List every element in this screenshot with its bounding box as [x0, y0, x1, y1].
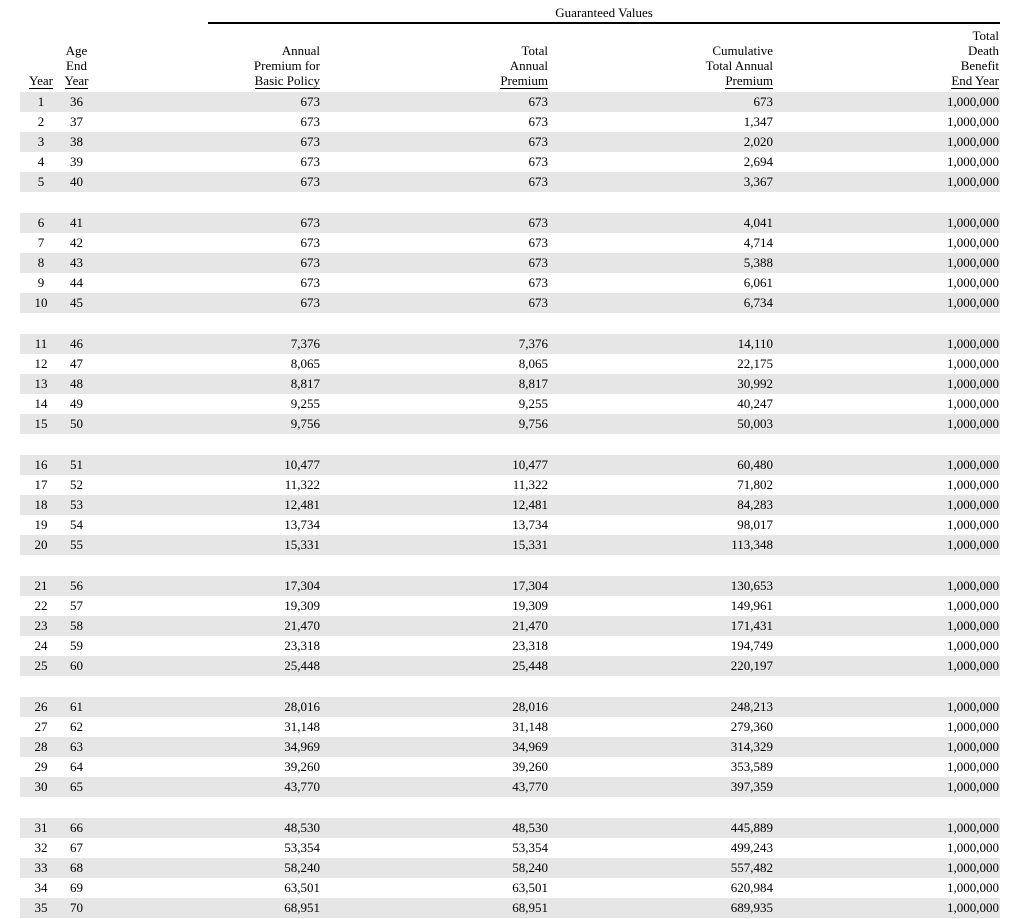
- cell-death-benefit-end-year: 1,000,000: [947, 900, 999, 915]
- table-body: [20, 92, 1000, 918]
- cell-death-benefit-end-year: 1,000,000: [947, 880, 999, 895]
- cell-death-benefit-end-year: 1,000,000: [947, 154, 999, 169]
- cell-annual-premium-basic: 8,065: [290, 356, 320, 371]
- cell-cumulative-total-premium: 397,359: [730, 779, 773, 794]
- cell-age-end-year: 47: [70, 356, 83, 371]
- row-group: [20, 334, 1000, 434]
- cell-age-end-year: 60: [70, 658, 83, 673]
- cell-annual-premium-basic: 19,309: [284, 598, 320, 613]
- cell-age-end-year: 50: [70, 416, 83, 431]
- cell-age-end-year: 57: [70, 598, 83, 613]
- cell-age-end-year: 53: [70, 497, 83, 512]
- cell-death-benefit-end-year: 1,000,000: [947, 477, 999, 492]
- cell-total-annual-premium: 28,016: [512, 699, 548, 714]
- cell-death-benefit-end-year: 1,000,000: [947, 235, 999, 250]
- cell-death-benefit-end-year: 1,000,000: [947, 336, 999, 351]
- cell-annual-premium-basic: 34,969: [284, 739, 320, 754]
- cell-total-annual-premium: 673: [528, 94, 548, 109]
- cell-year: 8: [37, 255, 45, 270]
- cell-annual-premium-basic: 673: [300, 295, 320, 310]
- cell-death-benefit-end-year: 1,000,000: [947, 578, 999, 593]
- table-row: [20, 858, 1000, 878]
- cell-annual-premium-basic: 9,255: [290, 396, 320, 411]
- cell-annual-premium-basic: 673: [300, 235, 320, 250]
- cell-age-end-year: 44: [70, 275, 83, 290]
- cell-death-benefit-end-year: 1,000,000: [947, 94, 999, 109]
- cell-death-benefit-end-year: 1,000,000: [947, 396, 999, 411]
- cell-death-benefit-end-year: 1,000,000: [947, 255, 999, 270]
- cell-year: 35: [34, 900, 48, 915]
- cell-cumulative-total-premium: 353,589: [730, 759, 773, 774]
- cell-total-annual-premium: 53,354: [512, 840, 548, 855]
- table-row: [20, 394, 1000, 414]
- cell-death-benefit-end-year: 1,000,000: [947, 820, 999, 835]
- cell-annual-premium-basic: 31,148: [284, 719, 320, 734]
- cell-cumulative-total-premium: 3,367: [743, 174, 773, 189]
- table-row: [20, 374, 1000, 394]
- cell-total-annual-premium: 12,481: [512, 497, 548, 512]
- cell-total-annual-premium: 39,260: [512, 759, 548, 774]
- column-header-line: Premium for: [253, 58, 320, 73]
- cell-total-annual-premium: 7,376: [518, 336, 548, 351]
- cell-year: 15: [34, 416, 48, 431]
- table-row: [20, 878, 1000, 898]
- column-header-line: Total: [521, 43, 548, 58]
- table-row: [20, 838, 1000, 858]
- cell-age-end-year: 55: [70, 537, 83, 552]
- cell-cumulative-total-premium: 5,388: [743, 255, 773, 270]
- cell-annual-premium-basic: 39,260: [284, 759, 320, 774]
- cell-year: 21: [34, 578, 48, 593]
- table-row: [20, 354, 1000, 374]
- cell-year: 22: [34, 598, 48, 613]
- cell-cumulative-total-premium: 445,889: [730, 820, 773, 835]
- table-title: Guaranteed Values: [555, 5, 653, 20]
- cell-year: 26: [34, 699, 48, 714]
- column-header-line: Benefit: [960, 58, 999, 73]
- cell-cumulative-total-premium: 314,329: [730, 739, 773, 754]
- cell-death-benefit-end-year: 1,000,000: [947, 618, 999, 633]
- cell-year: 12: [34, 356, 48, 371]
- cell-age-end-year: 36: [70, 94, 83, 109]
- column-header-line: Basic Policy: [254, 73, 320, 88]
- cell-annual-premium-basic: 673: [300, 215, 320, 230]
- cell-cumulative-total-premium: 98,017: [737, 517, 773, 532]
- cell-year: 11: [34, 336, 48, 351]
- cell-cumulative-total-premium: 14,110: [737, 336, 773, 351]
- table-row: [20, 495, 1000, 515]
- cell-death-benefit-end-year: 1,000,000: [947, 275, 999, 290]
- column-header-line: Total Annual: [705, 58, 773, 73]
- row-group: [20, 576, 1000, 676]
- cell-annual-premium-basic: 53,354: [284, 840, 320, 855]
- cell-cumulative-total-premium: 2,020: [743, 134, 773, 149]
- cell-age-end-year: 63: [70, 739, 83, 754]
- cell-total-annual-premium: 673: [528, 235, 548, 250]
- cell-year: 3: [37, 134, 45, 149]
- cell-total-annual-premium: 58,240: [512, 860, 548, 875]
- table-row: [20, 636, 1000, 656]
- cell-cumulative-total-premium: 50,003: [737, 416, 773, 431]
- cell-cumulative-total-premium: 130,653: [730, 578, 773, 593]
- cell-death-benefit-end-year: 1,000,000: [947, 779, 999, 794]
- cell-cumulative-total-premium: 171,431: [730, 618, 773, 633]
- table-row: [20, 414, 1000, 434]
- cell-annual-premium-basic: 23,318: [284, 638, 320, 653]
- column-header-line: Age: [65, 43, 88, 58]
- table-row: [20, 656, 1000, 676]
- column-header-cumulative-total-premium: [653, 43, 773, 88]
- cell-death-benefit-end-year: 1,000,000: [947, 638, 999, 653]
- cell-cumulative-total-premium: 4,041: [743, 215, 773, 230]
- cell-age-end-year: 66: [70, 820, 83, 835]
- cell-annual-premium-basic: 10,477: [284, 457, 320, 472]
- cell-cumulative-total-premium: 149,961: [730, 598, 773, 613]
- cell-annual-premium-basic: 673: [300, 114, 320, 129]
- column-header-line: Annual: [509, 58, 548, 73]
- cell-cumulative-total-premium: 30,992: [737, 376, 773, 391]
- cell-year: 7: [37, 235, 45, 250]
- cell-age-end-year: 45: [70, 295, 83, 310]
- cell-total-annual-premium: 21,470: [512, 618, 548, 633]
- cell-year: 17: [34, 477, 48, 492]
- cell-annual-premium-basic: 673: [300, 174, 320, 189]
- cell-annual-premium-basic: 68,951: [284, 900, 320, 915]
- cell-death-benefit-end-year: 1,000,000: [947, 739, 999, 754]
- table-row: [20, 616, 1000, 636]
- cell-age-end-year: 38: [70, 134, 83, 149]
- cell-cumulative-total-premium: 4,714: [743, 235, 773, 250]
- table-row: [20, 293, 1000, 313]
- cell-annual-premium-basic: 63,501: [284, 880, 320, 895]
- cell-cumulative-total-premium: 71,802: [737, 477, 773, 492]
- cell-total-annual-premium: 31,148: [512, 719, 548, 734]
- cell-total-annual-premium: 673: [528, 114, 548, 129]
- cell-total-annual-premium: 19,309: [512, 598, 548, 613]
- cell-year: 23: [34, 618, 48, 633]
- cell-total-annual-premium: 673: [528, 295, 548, 310]
- column-header-line: End Year: [951, 73, 999, 88]
- column-header-total-annual-premium: [428, 43, 548, 88]
- cell-age-end-year: 39: [70, 154, 83, 169]
- table-row: [20, 273, 1000, 293]
- column-header-line: Premium: [725, 73, 773, 88]
- cell-annual-premium-basic: 673: [300, 134, 320, 149]
- column-header-line: Annual: [281, 43, 320, 58]
- cell-total-annual-premium: 8,817: [518, 376, 548, 391]
- cell-year: 28: [34, 739, 48, 754]
- column-header-line: Year: [29, 73, 53, 88]
- cell-year: 6: [37, 215, 45, 230]
- cell-total-annual-premium: 48,530: [512, 820, 548, 835]
- cell-year: 30: [34, 779, 48, 794]
- cell-total-annual-premium: 63,501: [512, 880, 548, 895]
- cell-death-benefit-end-year: 1,000,000: [947, 114, 999, 129]
- cell-death-benefit-end-year: 1,000,000: [947, 759, 999, 774]
- cell-death-benefit-end-year: 1,000,000: [947, 658, 999, 673]
- cell-cumulative-total-premium: 689,935: [730, 900, 773, 915]
- cell-death-benefit-end-year: 1,000,000: [947, 215, 999, 230]
- cell-annual-premium-basic: 15,331: [284, 537, 320, 552]
- cell-annual-premium-basic: 9,756: [290, 416, 320, 431]
- cell-year: 25: [34, 658, 48, 673]
- cell-year: 1: [37, 94, 45, 109]
- cell-age-end-year: 41: [70, 215, 83, 230]
- cell-age-end-year: 43: [70, 255, 83, 270]
- cell-age-end-year: 52: [70, 477, 83, 492]
- cell-age-end-year: 59: [70, 638, 83, 653]
- table-row: [20, 213, 1000, 233]
- cell-total-annual-premium: 34,969: [512, 739, 548, 754]
- table-row: [20, 152, 1000, 172]
- cell-annual-premium-basic: 21,470: [284, 618, 320, 633]
- table-row: [20, 576, 1000, 596]
- cell-annual-premium-basic: 11,322: [284, 477, 320, 492]
- cell-death-benefit-end-year: 1,000,000: [947, 840, 999, 855]
- row-group: [20, 92, 1000, 192]
- cell-death-benefit-end-year: 1,000,000: [947, 497, 999, 512]
- table-row: [20, 334, 1000, 354]
- cell-year: 14: [34, 396, 48, 411]
- column-header-line: End: [66, 58, 87, 73]
- cell-age-end-year: 62: [70, 719, 83, 734]
- cell-annual-premium-basic: 43,770: [284, 779, 320, 794]
- column-header-year: [25, 73, 57, 88]
- cell-death-benefit-end-year: 1,000,000: [947, 295, 999, 310]
- cell-annual-premium-basic: 673: [300, 154, 320, 169]
- cell-annual-premium-basic: 673: [300, 255, 320, 270]
- cell-year: 18: [34, 497, 48, 512]
- cell-age-end-year: 46: [70, 336, 83, 351]
- cell-death-benefit-end-year: 1,000,000: [947, 699, 999, 714]
- cell-age-end-year: 69: [70, 880, 83, 895]
- cell-total-annual-premium: 43,770: [512, 779, 548, 794]
- cell-year: 29: [34, 759, 48, 774]
- cell-death-benefit-end-year: 1,000,000: [947, 598, 999, 613]
- cell-annual-premium-basic: 17,304: [284, 578, 320, 593]
- column-header-line: Cumulative: [712, 43, 773, 58]
- cell-age-end-year: 64: [70, 759, 83, 774]
- table-row: [20, 92, 1000, 112]
- cell-cumulative-total-premium: 60,480: [737, 457, 773, 472]
- cell-cumulative-total-premium: 499,243: [730, 840, 773, 855]
- cell-cumulative-total-premium: 279,360: [730, 719, 773, 734]
- cell-year: 20: [34, 537, 48, 552]
- cell-age-end-year: 51: [70, 457, 83, 472]
- cell-total-annual-premium: 673: [528, 275, 548, 290]
- cell-annual-premium-basic: 7,376: [290, 336, 320, 351]
- cell-year: 2: [37, 114, 45, 129]
- column-header-death-benefit-end-year: [879, 28, 999, 88]
- table-row: [20, 253, 1000, 273]
- column-header-annual-premium-basic: [200, 43, 320, 88]
- cell-year: 27: [34, 719, 48, 734]
- cell-age-end-year: 42: [70, 235, 83, 250]
- row-group: [20, 697, 1000, 797]
- cell-annual-premium-basic: 48,530: [284, 820, 320, 835]
- cell-death-benefit-end-year: 1,000,000: [947, 537, 999, 552]
- cell-age-end-year: 40: [70, 174, 83, 189]
- table-row: [20, 132, 1000, 152]
- cell-death-benefit-end-year: 1,000,000: [947, 517, 999, 532]
- cell-total-annual-premium: 9,255: [518, 396, 548, 411]
- cell-cumulative-total-premium: 6,734: [743, 295, 773, 310]
- table-row: [20, 112, 1000, 132]
- cell-death-benefit-end-year: 1,000,000: [947, 376, 999, 391]
- cell-cumulative-total-premium: 194,749: [730, 638, 773, 653]
- cell-cumulative-total-premium: 248,213: [730, 699, 773, 714]
- table-row: [20, 172, 1000, 192]
- cell-annual-premium-basic: 673: [300, 94, 320, 109]
- cell-year: 19: [34, 517, 48, 532]
- table-row: [20, 455, 1000, 475]
- cell-age-end-year: 49: [70, 396, 83, 411]
- table-row: [20, 233, 1000, 253]
- cell-death-benefit-end-year: 1,000,000: [947, 174, 999, 189]
- cell-death-benefit-end-year: 1,000,000: [947, 860, 999, 875]
- table-row: [20, 737, 1000, 757]
- cell-total-annual-premium: 23,318: [512, 638, 548, 653]
- cell-total-annual-premium: 25,448: [512, 658, 548, 673]
- cell-age-end-year: 37: [70, 114, 83, 129]
- cell-cumulative-total-premium: 1,347: [743, 114, 773, 129]
- cell-age-end-year: 68: [70, 860, 83, 875]
- cell-year: 13: [34, 376, 48, 391]
- cell-cumulative-total-premium: 673: [753, 94, 773, 109]
- cell-total-annual-premium: 8,065: [518, 356, 548, 371]
- cell-cumulative-total-premium: 40,247: [737, 396, 773, 411]
- cell-year: 10: [34, 295, 48, 310]
- cell-total-annual-premium: 673: [528, 154, 548, 169]
- cell-age-end-year: 61: [70, 699, 83, 714]
- cell-cumulative-total-premium: 84,283: [737, 497, 773, 512]
- cell-cumulative-total-premium: 2,694: [743, 154, 773, 169]
- column-header-age-end-year: [60, 43, 93, 88]
- cell-death-benefit-end-year: 1,000,000: [947, 719, 999, 734]
- cell-annual-premium-basic: 25,448: [284, 658, 320, 673]
- cell-year: 32: [34, 840, 48, 855]
- cell-year: 34: [34, 880, 48, 895]
- cell-age-end-year: 56: [70, 578, 83, 593]
- cell-annual-premium-basic: 673: [300, 275, 320, 290]
- cell-year: 4: [37, 154, 45, 169]
- table-row: [20, 475, 1000, 495]
- table-row: [20, 697, 1000, 717]
- table-row: [20, 717, 1000, 737]
- cell-year: 24: [34, 638, 48, 653]
- column-header-line: Total: [972, 28, 999, 43]
- row-group: [20, 455, 1000, 555]
- table-row: [20, 818, 1000, 838]
- cell-age-end-year: 48: [70, 376, 83, 391]
- cell-cumulative-total-premium: 620,984: [730, 880, 773, 895]
- cell-death-benefit-end-year: 1,000,000: [947, 356, 999, 371]
- cell-cumulative-total-premium: 113,348: [731, 537, 773, 552]
- cell-death-benefit-end-year: 1,000,000: [947, 134, 999, 149]
- cell-total-annual-premium: 68,951: [512, 900, 548, 915]
- row-group: [20, 818, 1000, 918]
- cell-total-annual-premium: 673: [528, 134, 548, 149]
- table-row: [20, 535, 1000, 555]
- column-header-line: Death: [967, 43, 999, 58]
- cell-year: 16: [34, 457, 48, 472]
- cell-total-annual-premium: 9,756: [518, 416, 548, 431]
- cell-age-end-year: 67: [70, 840, 83, 855]
- cell-age-end-year: 65: [70, 779, 83, 794]
- table-row: [20, 515, 1000, 535]
- cell-cumulative-total-premium: 22,175: [737, 356, 773, 371]
- cell-total-annual-premium: 673: [528, 174, 548, 189]
- cell-annual-premium-basic: 13,734: [284, 517, 320, 532]
- table-row: [20, 757, 1000, 777]
- table-row: [20, 898, 1000, 918]
- cell-age-end-year: 54: [70, 517, 83, 532]
- column-headers: [0, 0, 1024, 89]
- cell-total-annual-premium: 11,322: [512, 477, 548, 492]
- column-header-line: Premium: [500, 73, 548, 88]
- cell-total-annual-premium: 15,331: [512, 537, 548, 552]
- cell-year: 33: [34, 860, 48, 875]
- cell-cumulative-total-premium: 220,197: [730, 658, 773, 673]
- cell-death-benefit-end-year: 1,000,000: [947, 457, 999, 472]
- cell-total-annual-premium: 17,304: [512, 578, 548, 593]
- cell-total-annual-premium: 10,477: [512, 457, 548, 472]
- cell-annual-premium-basic: 12,481: [284, 497, 320, 512]
- cell-year: 5: [37, 174, 45, 189]
- cell-annual-premium-basic: 8,817: [290, 376, 320, 391]
- cell-total-annual-premium: 673: [528, 255, 548, 270]
- table-row: [20, 596, 1000, 616]
- cell-death-benefit-end-year: 1,000,000: [947, 416, 999, 431]
- cell-age-end-year: 58: [70, 618, 83, 633]
- cell-year: 31: [34, 820, 48, 835]
- cell-cumulative-total-premium: 557,482: [730, 860, 773, 875]
- row-group: [20, 213, 1000, 313]
- cell-total-annual-premium: 673: [528, 215, 548, 230]
- cell-cumulative-total-premium: 6,061: [743, 275, 773, 290]
- cell-total-annual-premium: 13,734: [512, 517, 548, 532]
- table-row: [20, 777, 1000, 797]
- cell-annual-premium-basic: 28,016: [284, 699, 320, 714]
- cell-annual-premium-basic: 58,240: [284, 860, 320, 875]
- column-header-line: Year: [64, 73, 89, 88]
- cell-age-end-year: 70: [70, 900, 83, 915]
- cell-year: 9: [37, 275, 45, 290]
